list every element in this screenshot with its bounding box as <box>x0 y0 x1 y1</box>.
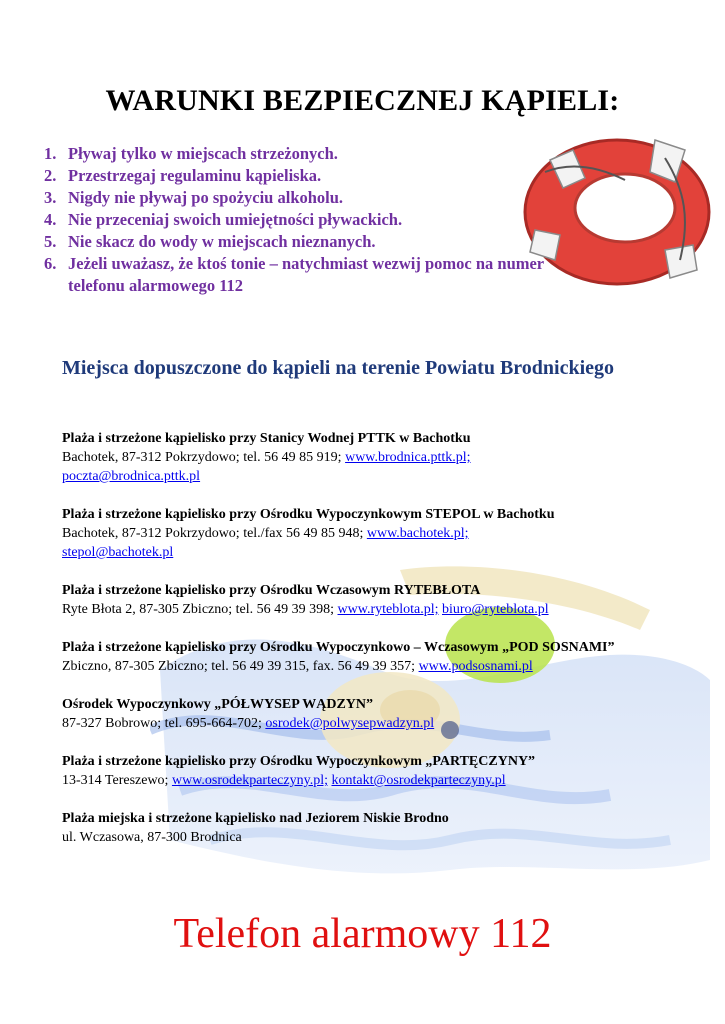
email-link[interactable]: kontakt@osrodekparteczyny.pl <box>331 773 506 788</box>
place-address: Bachotek, 87-312 Pokrzydowo; tel. 56 49 85 919; <box>62 450 346 465</box>
places-list <box>62 429 682 866</box>
section-title: Miejsca dopuszczone do kąpieli na terenie Powiatu Brodnickiego <box>62 357 615 379</box>
place-name: Plaża i strzeżone kąpielisko przy Ośrodku Wypoczynkowym „PARTĘCZYNY” <box>62 754 536 769</box>
website-link[interactable]: www.brodnica.pttk.pl; <box>345 450 471 465</box>
place-name: Plaża i strzeżone kąpielisko przy Stanicy Wodnej PTTK w Bachotku <box>62 431 471 446</box>
place-name: Plaża i strzeżone kąpielisko przy Ośrodku Wypoczynkowo – Wczasowym „POD SOSNAMI” <box>62 640 615 655</box>
email-link[interactable]: osrodek@polwysepwadzyn.pl <box>265 716 435 731</box>
place-name: Plaża miejska i strzeżone kąpielisko nad Jeziorem Niskie Brodno <box>62 811 449 826</box>
email-link[interactable]: poczta@brodnica.pttk.pl <box>62 469 201 484</box>
place-entry <box>62 505 682 562</box>
place-entry <box>62 695 682 733</box>
place-address: 13-314 Tereszewo; <box>62 773 172 788</box>
place-entry <box>62 638 682 676</box>
place-address: 87-327 Bobrowo; tel. 695-664-702; <box>62 716 266 731</box>
list-item: 4. Nie przeceniaj swoich umiejętności pływackich. <box>44 210 403 229</box>
place-address: Zbiczno, 87-305 Zbiczno; tel. 56 49 39 315, fax. 56 49 39 357; <box>62 659 419 674</box>
place-name: Plaża i strzeżone kąpielisko przy Ośrodku Wczasowym RYTEBŁOTA <box>62 583 481 598</box>
list-item: 6. Jeżeli uważasz, że ktoś tonie – natychmiast wezwij pomoc na numer telefonu alarmowego 112 <box>44 254 544 295</box>
place-entry <box>62 429 682 486</box>
list-item: 5. Nie skacz do wody w miejscach nieznanych. <box>44 232 376 251</box>
website-link[interactable]: www.osrodekparteczyny.pl; <box>171 773 328 788</box>
email-link[interactable]: biuro@ryteblota.pl <box>441 602 549 617</box>
email-link[interactable]: stepol@bachotek.pl <box>62 545 174 560</box>
safety-rules-list <box>44 143 564 297</box>
list-item: 2. Przestrzegaj regulaminu kąpieliska. <box>44 166 322 185</box>
website-link[interactable]: www.podsosnami.pl <box>418 659 533 674</box>
place-entry <box>62 581 682 619</box>
website-link[interactable]: www.ryteblota.pl; <box>337 602 439 617</box>
page-title: WARUNKI BEZPIECZNEJ KĄPIELI: <box>105 84 620 117</box>
place-address: ul. Wczasowa, 87-300 Brodnica <box>62 830 242 845</box>
place-address: Bachotek, 87-312 Pokrzydowo; tel./fax 56 49 85 948; <box>62 526 367 541</box>
emergency-phone: Telefon alarmowy 112 <box>173 911 552 957</box>
place-entry <box>62 752 682 790</box>
place-name: Plaża i strzeżone kąpielisko przy Ośrodku Wypoczynkowym STEPOL w Bachotku <box>62 507 555 522</box>
list-item: 1. Pływaj tylko w miejscach strzeżonych. <box>44 144 338 163</box>
website-link[interactable]: www.bachotek.pl; <box>366 526 469 541</box>
list-item: 3. Nigdy nie pływaj po spożyciu alkoholu. <box>44 188 344 207</box>
place-name: Ośrodek Wypoczynkowy „PÓŁWYSEP WĄDZYN” <box>62 697 374 712</box>
place-address: Ryte Błota 2, 87-305 Zbiczno; tel. 56 49 39 398; <box>62 602 338 617</box>
place-entry <box>62 809 682 847</box>
